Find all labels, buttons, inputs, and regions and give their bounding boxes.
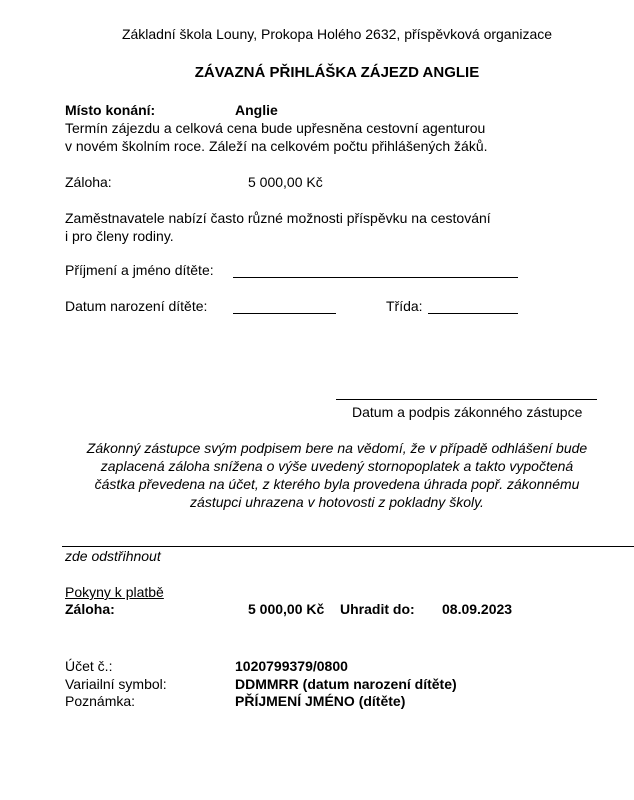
variable-symbol-value: DDMMRR (datum narození dítěte) (235, 676, 457, 692)
term-text-line2: v novém školním roce. Záleží na celkovém počtu přihlášených žáků. (65, 138, 488, 154)
payment-due-value: 08.09.2023 (442, 601, 513, 617)
cut-label: zde odstřihnout (65, 548, 161, 564)
notice-line3: částka převedena na účet, z kterého byla provedena úhrada popř. zákonnému (94, 476, 580, 492)
place-label: Místo konání: (65, 102, 156, 118)
class-field[interactable] (428, 313, 518, 314)
signature-label: Datum a podpis zákonného zástupce (352, 404, 583, 420)
cut-line (62, 546, 634, 547)
payment-deposit-value: 5 000,00 Kč (248, 601, 325, 617)
class-label: Třída: (386, 298, 423, 314)
place-value: Anglie (235, 102, 278, 118)
payment-deposit-label: Záloha: (65, 601, 115, 617)
page-title: ZÁVAZNÁ PŘIHLÁŠKA ZÁJEZD ANGLIE (194, 64, 480, 81)
school-header: Základní škola Louny, Prokopa Holého 2632, příspěvková organizace (121, 26, 553, 42)
notice-line4: zástupci uhrazena v hotovosti z pokladny školy. (190, 494, 484, 510)
notice-line1: Zákonný zástupce svým podpisem bere na vědomí, že v případě odhlášení bude (86, 440, 588, 456)
note-label: Poznámka: (65, 693, 136, 709)
note-value: PŘÍJMENÍ JMÉNO (dítěte) (235, 693, 406, 709)
employer-text-line1: Zaměstnavatele nabízí často různé možnosti příspěvku na cestování (65, 210, 491, 226)
child-dob-field[interactable] (233, 313, 336, 314)
term-text-line1: Termín zájezdu a celková cena bude upřesněna cestovní agenturou (65, 120, 486, 136)
payment-due-label: Uhradit do: (340, 601, 415, 617)
payment-heading: Pokyny k platbě (65, 584, 164, 600)
child-name-field[interactable] (233, 277, 518, 278)
child-dob-label: Datum narození dítěte: (65, 298, 208, 314)
deposit-label: Záloha: (65, 174, 112, 190)
child-name-label: Příjmení a jméno dítěte: (65, 262, 214, 278)
employer-text-line2: i pro členy rodiny. (65, 228, 174, 244)
signature-field[interactable] (336, 399, 597, 400)
account-value: 1020799379/0800 (235, 658, 348, 674)
notice-line2: zaplacená záloha snížena o výše uvedený stornopoplatek a takto vypočtená (100, 458, 574, 474)
variable-symbol-label: Variailní symbol: (65, 676, 167, 692)
deposit-value: 5 000,00 Kč (248, 174, 323, 190)
account-label: Účet č.: (65, 658, 113, 674)
